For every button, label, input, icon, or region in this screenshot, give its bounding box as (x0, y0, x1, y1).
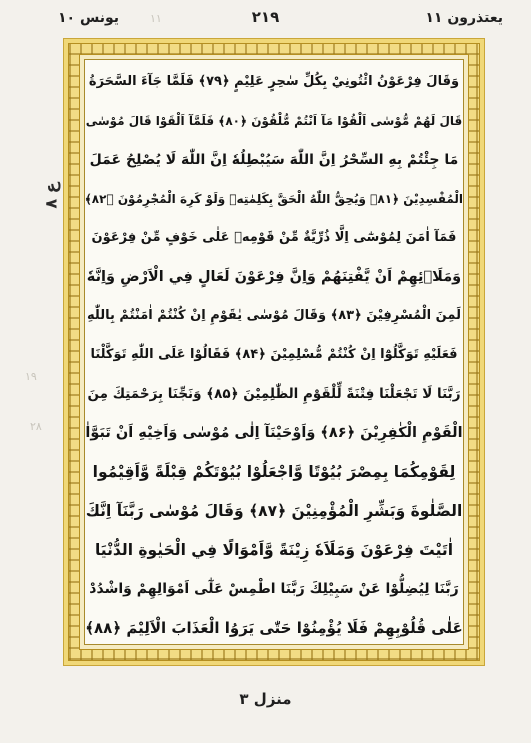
header-surah-name: یونس ۱۰ (58, 10, 120, 26)
verse-line: وَمَلَا۟ئِهِمْ اَنْ يَّفْتِنَهُمْ وَاِنَّ فِرْعَوْنَ لَعَالٍ فِي الْاَرْضِ وَاِنَّهٗ (86, 269, 462, 285)
decorative-page-frame (63, 38, 485, 666)
verse-line: رَبَّنَا لَا تَجْعَلْنَا فِتْنَةً لِّلْقَوْمِ الظّٰلِمِيْنَ ﴿۸۵﴾ وَنَجِّنَا بِرَحْمَتِكَ مِنَ (87, 386, 461, 402)
verse-line: وَقَالَ فِرْعَوْنُ ائْتُونِيْ بِكُلِّ سٰحِرٍ عَلِيْمٍ ﴿۷۹﴾ فَلَمَّا جَآءَ السَّحَرَةُ (88, 74, 460, 89)
verse-line: اٰتَيْتَ فِرْعَوْنَ وَمَلَاَهٗ زِيْنَةً وَّاَمْوَالًا فِي الْحَيٰوةِ الدُّنْيَا (94, 541, 454, 559)
page-number: ۲۱۹ (251, 8, 280, 26)
verse-line: مَا جِئْتُمْ بِهِ السِّحْرُ اِنَّ اللّٰهَ سَيُبْطِلُهٗ اِنَّ اللّٰهَ لَا يُصْلِحُ عَمَلَ (89, 152, 459, 168)
header-juz-name: یعتذرون ۱۱ (425, 10, 503, 26)
faint-mark: ۱۱ (150, 12, 162, 25)
faint-mark: ۱۹ (25, 370, 37, 383)
footer-manzil: منزل ۳ (239, 690, 292, 708)
faint-mark: ۲۸ (30, 420, 42, 433)
verse-line: الْمُفْسِدِيْنَ ﴿۸۱﴾ وَيُحِقُّ اللّٰهُ الْحَقَّ بِكَلِمٰتِهٖ وَلَوْ كَرِهَ الْمُجْرِمُوْنَ ﴿۸۲﴾ (85, 192, 463, 206)
verse-line: عَلٰى قُلُوْبِهِمْ فَلَا يُؤْمِنُوْا حَتّٰى يَرَوُا الْعَذَابَ الْاَلِيْمَ ﴿۸۸﴾ (85, 619, 463, 637)
verse-line: الصَّلٰوةَ وَبَشِّرِ الْمُؤْمِنِيْنَ ﴿۸۷﴾ وَقَالَ مُوْسٰى رَبَّنَآ اِنَّكَ (85, 502, 463, 520)
verse-line: قَالَ لَهُمْ مُّوْسٰى اَلْقُوْا مَآ اَنْتُمْ مُّلْقُوْنَ ﴿۸۰﴾ فَلَمَّآ اَلْقَوْا قَالَ مُوْسٰى (85, 114, 463, 128)
margin-ruku-marker: ع ۸ (41, 182, 61, 209)
verse-line: لِقَوْمِكُمَا بِمِصْرَ بُيُوْتًا وَّاجْعَلُوْا بُيُوْتَكُمْ قِبْلَةً وَّاَقِيْمُوا (92, 463, 456, 481)
verse-line: فَعَلَيْهِ تَوَكَّلُوْٓا اِنْ كُنْتُمْ مُّسْلِمِيْنَ ﴿۸۴﴾ فَقَالُوْا عَلَى اللّٰهِ تَوَكَّلْنَا (90, 347, 458, 362)
verse-line: رَبَّنَا لِيُضِلُّوْا عَنْ سَبِيْلِكَ رَبَّنَا اطْمِسْ عَلٰٓى اَمْوَالِهِمْ وَاشْدُدْ (89, 581, 459, 597)
verse-line: الْقَوْمِ الْكٰفِرِيْنَ ﴿۸۶﴾ وَاَوْحَيْنَآ اِلٰى مُوْسٰى وَاَخِيْهِ اَنْ تَبَوَّاٰ (85, 425, 463, 441)
verse-line: فَمَآ اٰمَنَ لِمُوْسٰٓى اِلَّا ذُرِّيَّةٌ مِّنْ قَوْمِهٖ عَلٰى خَوْفٍ مِّنْ فِرْعَوْنَ (91, 230, 457, 245)
verse-line: لَمِنَ الْمُسْرِفِيْنَ ﴿۸۳﴾ وَقَالَ مُوْسٰى يٰقَوْمِ اِنْ كُنْتُمْ اٰمَنْتُمْ بِاللّٰهِ (87, 308, 461, 323)
verse-text-area (84, 59, 464, 645)
